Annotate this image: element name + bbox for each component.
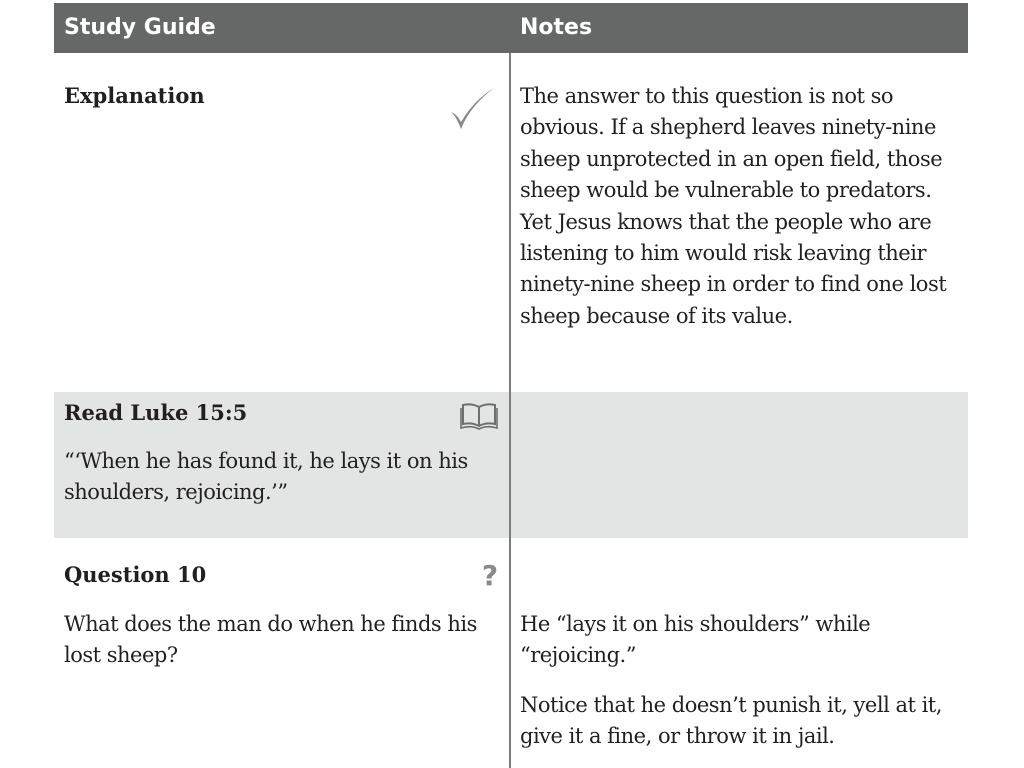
study-guide-heading: Study Guide (64, 15, 216, 40)
answer-paragraph-2: Notice that he doesn’t punish it, yell at it, give it a fine, or throw it in jail. (520, 693, 942, 749)
explanation-title: Explanation (64, 83, 205, 108)
question-prompt: What does the man do when he finds his lost sheep? (64, 612, 477, 668)
column-divider (509, 53, 511, 768)
explanation-notes: The answer to this question is not so obvious. If a shepherd leaves ninety-nine sheep unprotected in an open field, those sheep would be vulnerable to predators. Yet Jesus knows that the people who are listening to him would risk leaving their ninety-nine sheep in order to find one lost sheep because of its value. (520, 84, 947, 328)
notes-heading: Notes (520, 15, 593, 40)
reading-title: Read Luke 15:5 (64, 400, 248, 425)
open-book-icon (460, 402, 498, 430)
table-header (54, 3, 968, 53)
luke-verse: “‘When he has found it, he lays it on his shoulders, rejoicing.’” (64, 449, 468, 505)
checkmark-icon (448, 86, 496, 134)
question-title: Question 10 (64, 562, 207, 587)
answer-paragraph-1: He “lays it on his shoulders” while “rejoicing.” (520, 612, 871, 668)
svg-text:?: ? (481, 561, 499, 589)
question-mark-icon (481, 561, 499, 589)
